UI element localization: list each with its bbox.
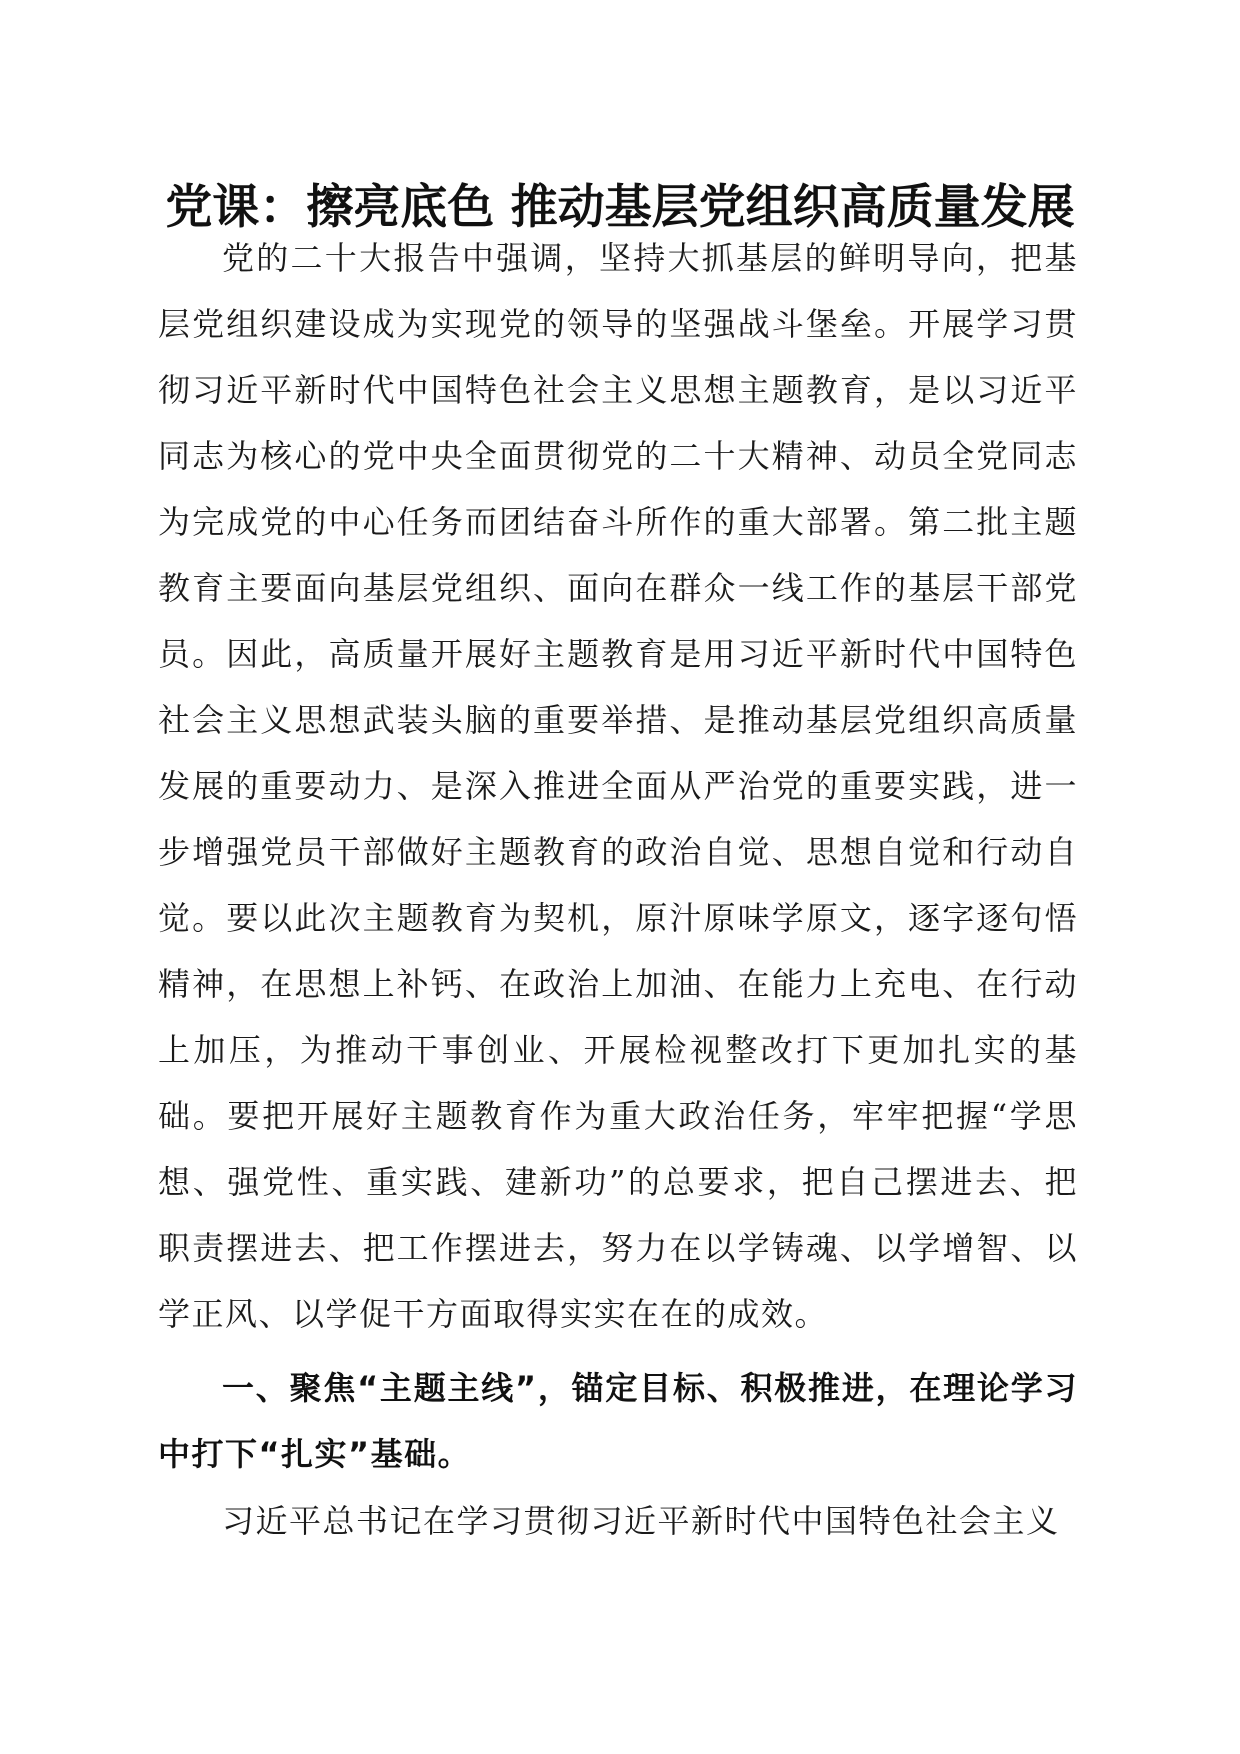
document-title: 党课：擦亮底色 推动基层党组织高质量发展 — [165, 180, 1075, 235]
section-heading-1: 一、聚焦“主题主线”，锚定目标、积极推进，在理论学习中打下“扎实”基础。 — [158, 1369, 1078, 1473]
intro-paragraph: 党的二十大报告中强调，坚持大抓基层的鲜明导向，把基层党组织建设成为实现党的领导的坚强战斗堡垒。开展学习贯彻习近平新时代中国特色社会主义思想主题教育，是以习近平同志为核心的党中央全面贯彻党的二十大精神、动员全党同志为完成党的中心任务而团结奋斗所作的重大部署。第二批主题教育主要面向基层党组织、面向在群众一线工作的基层干部党员。因此，高质量开展好主题教育是用习近平新时代中国特色社会主义思想武装头脑的重要举措、是推动基层党组织高质量发展的重要动力、是深入推进全面从严治党的重要实践，进一步增强党员干部做好主题教育的政治自觉、思想自觉和行动自觉。要以此次主题教育为契机，原汁原味学原文，逐字逐句悟精神，在思想上补钙、在政治上加油、在能力上充电、在行动上加压，为推动干事创业、开展检视整改打下更加扎实的基础。要把开展好主题教育作为重大政治任务，牢牢把握“学思想、强党性、重实践、建新功”的总要求，把自己摆进去、把职责摆进去、把工作摆进去，努力在以学铸魂、以学增智、以学正风、以学促干方面取得实实在在的成效。 — [158, 239, 1078, 1333]
section-1-paragraph: 习近平总书记在学习贯彻习近平新时代中国特色社会主义 — [222, 1502, 1060, 1540]
